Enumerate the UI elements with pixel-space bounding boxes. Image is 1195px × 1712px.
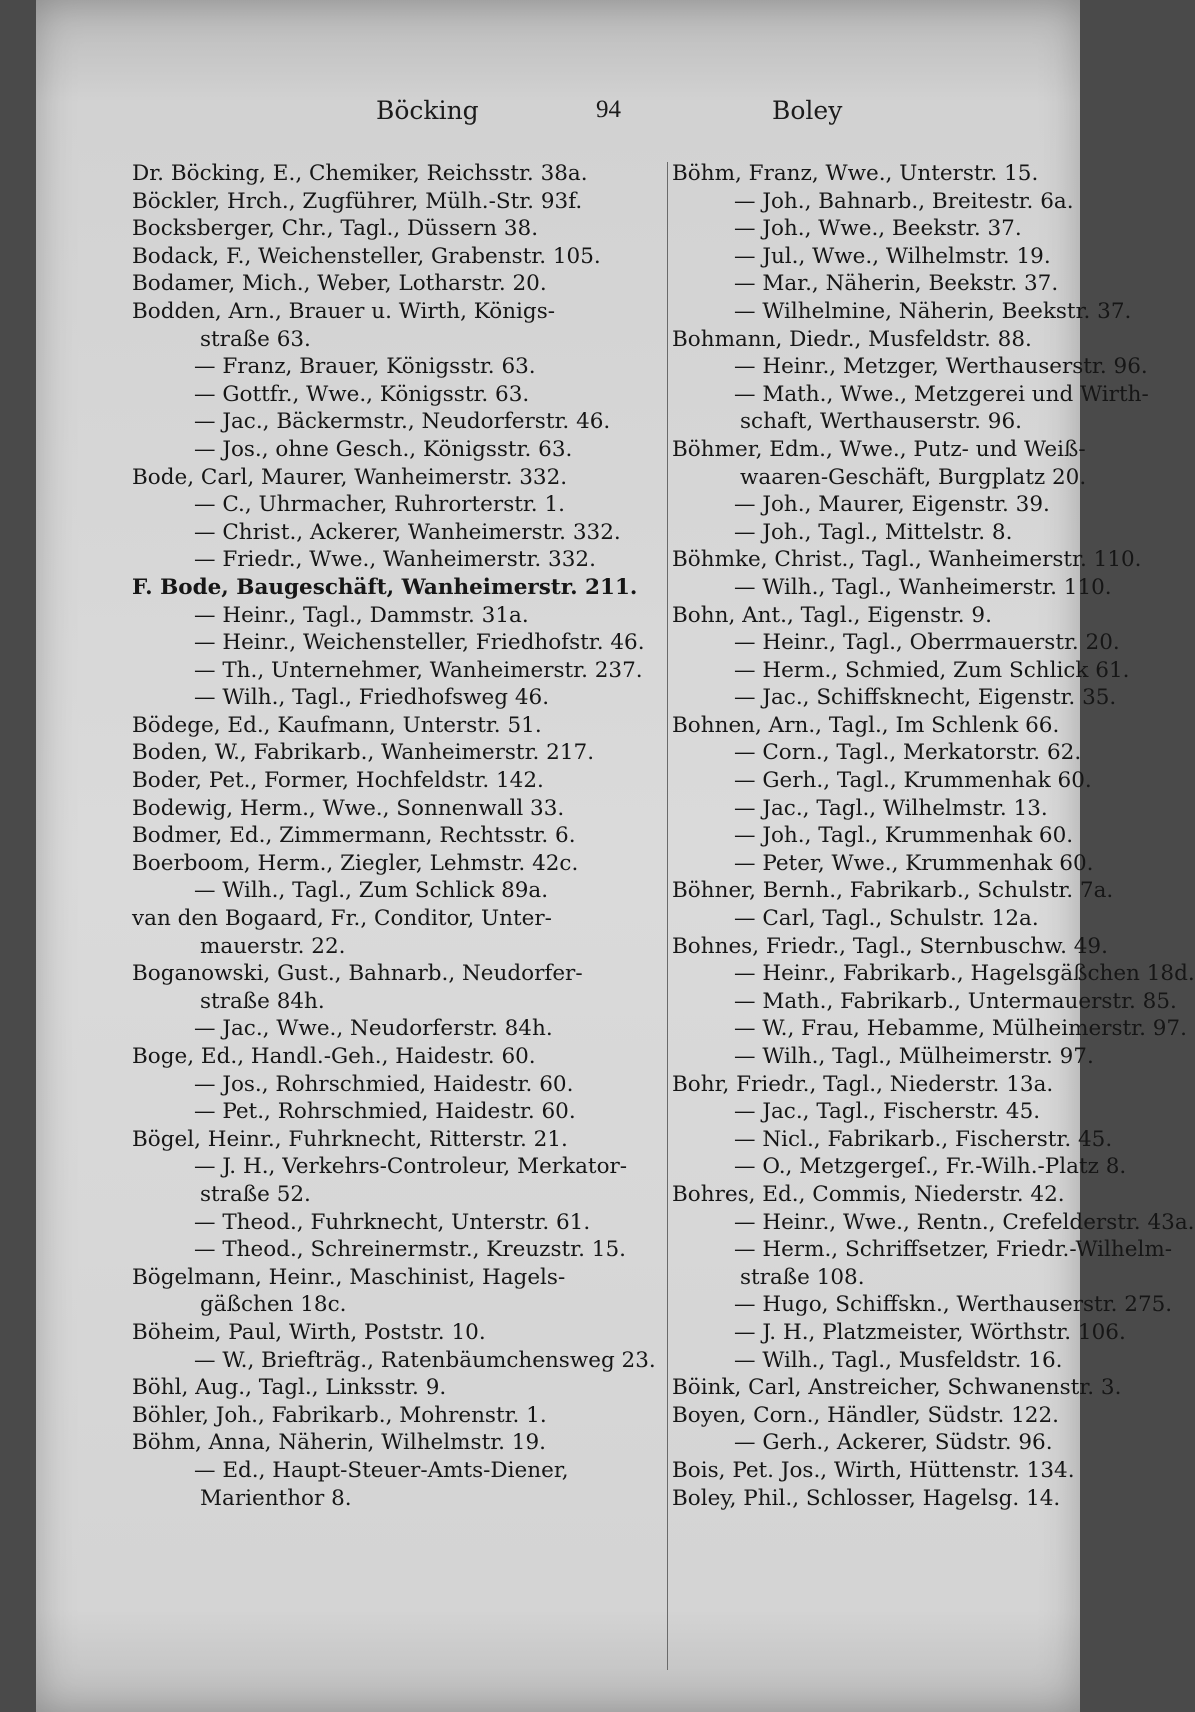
directory-entry: Böhler, Joh., Fabrikarb., Mohrenstr. 1.	[132, 1402, 547, 1428]
directory-entry: Bögel, Heinr., Fuhrknecht, Ritterstr. 21.	[132, 1126, 568, 1152]
directory-entry: Böhmke, Christ., Tagl., Wanheimerstr. 110.	[672, 547, 1142, 573]
directory-entry: — Heinr., Wwe., Rentn., Crefelderstr. 43a.	[734, 1209, 1195, 1235]
directory-entry: — J. H., Verkehrs-Controleur, Merkator-	[194, 1154, 628, 1180]
directory-entry: — J. H., Platzmeister, Wörthstr. 106.	[734, 1319, 1126, 1345]
column-divider	[667, 162, 668, 1670]
directory-entry: Bocksberger, Chr., Tagl., Düssern 38.	[132, 216, 539, 242]
directory-entry: — Wilh., Tagl., Friedhofsweg 46.	[194, 685, 550, 711]
directory-entry: — Wilh., Tagl., Wanheimerstr. 110.	[734, 574, 1112, 600]
directory-entry: — W., Briefträg., Ratenbäumchensweg 23.	[194, 1347, 656, 1373]
directory-entry: — Gerh., Tagl., Krummenhak 60.	[734, 768, 1092, 794]
directory-entry: mauerstr. 22.	[200, 933, 346, 959]
directory-entry: Bodack, F., Weichensteller, Grabenstr. 105.	[132, 243, 601, 269]
directory-entry: Böhm, Anna, Näherin, Wilhelmstr. 19.	[132, 1430, 546, 1456]
directory-entry: Bohnen, Arn., Tagl., Im Schlenk 66.	[672, 712, 1060, 738]
directory-entry: — Wilh., Tagl., Zum Schlick 89a.	[194, 878, 549, 904]
directory-entry: — Joh., Tagl., Krummenhak 60.	[734, 823, 1074, 849]
directory-entry: Boerboom, Herm., Ziegler, Lehmstr. 42c.	[132, 850, 579, 876]
directory-entry: Bodamer, Mich., Weber, Lotharstr. 20.	[132, 271, 547, 297]
directory-entry: Böink, Carl, Anstreicher, Schwanenstr. 3.	[672, 1375, 1122, 1401]
directory-entry: — Wilh., Tagl., Musfeldstr. 16.	[734, 1347, 1063, 1373]
header-right-keyword: Boley	[772, 96, 843, 125]
directory-entry: — Friedr., Wwe., Wanheimerstr. 332.	[194, 547, 596, 573]
directory-entry: — Theod., Schreinermstr., Kreuzstr. 15.	[194, 1237, 626, 1263]
directory-entry: — Herm., Schriffsetzer, Friedr.-Wilhelm-	[734, 1237, 1173, 1263]
directory-entry: — Mar., Näherin, Beekstr. 37.	[734, 271, 1059, 297]
directory-entry: — Jac., Bäckermstr., Neudorferstr. 46.	[194, 409, 611, 435]
directory-entry: — Heinr., Metzger, Werthauserstr. 96.	[734, 354, 1148, 380]
directory-entry: Boder, Pet., Former, Hochfeldstr. 142.	[132, 768, 544, 794]
directory-entry: Boley, Phil., Schlosser, Hagelsg. 14.	[672, 1485, 1061, 1511]
directory-entry: — Franz, Brauer, Königsstr. 63.	[194, 354, 536, 380]
directory-entry: — Wilhelmine, Näherin, Beekstr. 37.	[734, 298, 1132, 324]
directory-entry: — W., Frau, Hebamme, Mülheimerstr. 97.	[734, 1016, 1187, 1042]
directory-entry: straße 52.	[200, 1181, 311, 1207]
directory-entry: Böhm, Franz, Wwe., Unterstr. 15.	[672, 161, 1039, 186]
page-number: 94	[596, 96, 621, 123]
directory-entry: — Gerh., Ackerer, Südstr. 96.	[734, 1430, 1053, 1456]
directory-entry: Böhmer, Edm., Wwe., Putz- und Weiß-	[672, 436, 1086, 462]
header-left-keyword: Böcking	[376, 96, 479, 125]
directory-entry: — Jac., Tagl., Fischerstr. 45.	[734, 1099, 1041, 1125]
directory-entry: straße 63.	[200, 326, 311, 352]
directory-entry: — Jul., Wwe., Wilhelmstr. 19.	[734, 243, 1051, 269]
directory-entry: — Jac., Tagl., Wilhelmstr. 13.	[734, 795, 1048, 821]
directory-entry: — Jos., ohne Gesch., Königsstr. 63.	[194, 436, 573, 462]
directory-entry: F. Bode, Baugeschäft, Wanheimerstr. 211.	[132, 574, 638, 600]
directory-entry: — Hugo, Schiffskn., Werthauserstr. 275.	[734, 1292, 1173, 1318]
directory-entry: — Peter, Wwe., Krummenhak 60.	[734, 850, 1094, 876]
directory-entry: — Math., Fabrikarb., Untermauerstr. 85.	[734, 988, 1177, 1014]
directory-entry: Böhl, Aug., Tagl., Linksstr. 9.	[132, 1375, 447, 1401]
directory-entry: — Joh., Bahnarb., Breitestr. 6a.	[734, 188, 1074, 214]
directory-entry: — Theod., Fuhrknecht, Unterstr. 61.	[194, 1209, 591, 1235]
directory-entry: — Carl, Tagl., Schulstr. 12a.	[734, 906, 1039, 932]
directory-entry: — Heinr., Fabrikarb., Hagelsgäßchen 18d.	[734, 961, 1195, 987]
directory-entry: — Heinr., Tagl., Oberrmauerstr. 20.	[734, 630, 1120, 656]
directory-entry: Bohr, Friedr., Tagl., Niederstr. 13a.	[672, 1071, 1054, 1097]
directory-entry: Böhner, Bernh., Fabrikarb., Schulstr. 7a.	[672, 878, 1114, 904]
directory-entry: — Joh., Wwe., Beekstr. 37.	[734, 216, 1022, 242]
directory-entry: van den Bogaard, Fr., Conditor, Unter-	[132, 906, 552, 932]
directory-entry: — C., Uhrmacher, Ruhrorterstr. 1.	[194, 492, 565, 518]
directory-entry: — Ed., Haupt-Steuer-Amts-Diener,	[194, 1457, 569, 1483]
directory-entry: Marienthor 8.	[200, 1485, 352, 1511]
directory-page	[36, 0, 1195, 1712]
directory-entry: straße 84h.	[200, 988, 325, 1014]
directory-entry: gäßchen 18c.	[200, 1292, 347, 1318]
directory-entry: Böheim, Paul, Wirth, Poststr. 10.	[132, 1319, 486, 1345]
directory-entry: Bohnes, Friedr., Tagl., Sternbuschw. 49.	[672, 933, 1108, 959]
directory-entry: Bödege, Ed., Kaufmann, Unterstr. 51.	[132, 712, 542, 738]
right-column	[672, 160, 1195, 1512]
directory-entry: Boden, W., Fabrikarb., Wanheimerstr. 217.	[132, 740, 595, 766]
directory-entry: — Nicl., Fabrikarb., Fischerstr. 45.	[734, 1126, 1113, 1152]
directory-entry: Bohres, Ed., Commis, Niederstr. 42.	[672, 1181, 1065, 1207]
directory-entry: Boge, Ed., Handl.-Geh., Haidestr. 60.	[132, 1044, 536, 1069]
directory-entry: — O., Metzgergeſ., Fr.-Wilh.-Platz 8.	[734, 1154, 1127, 1180]
left-column	[132, 160, 656, 1512]
directory-entry: Boganowski, Gust., Bahnarb., Neudorfer-	[132, 961, 583, 987]
directory-entry: Bohmann, Diedr., Musfeldstr. 88.	[672, 326, 1032, 352]
directory-entry: — Joh., Maurer, Eigenstr. 39.	[734, 492, 1050, 518]
directory-entry: — Jac., Wwe., Neudorferstr. 84h.	[194, 1016, 553, 1042]
directory-entry: Dr. Böcking, E., Chemiker, Reichsstr. 38a.	[132, 161, 588, 186]
directory-entry: — Wilh., Tagl., Mülheimerstr. 97.	[734, 1044, 1094, 1069]
directory-entry: — Heinr., Weichensteller, Friedhofstr. 46.	[194, 630, 645, 656]
directory-entry: schaft, Werthauserstr. 96.	[740, 409, 1022, 435]
directory-entry: waaren-Geschäft, Burgplatz 20.	[740, 464, 1087, 490]
directory-entry: Bode, Carl, Maurer, Wanheimerstr. 332.	[132, 464, 568, 490]
directory-entry: — Jac., Schiffsknecht, Eigenstr. 35.	[734, 685, 1117, 711]
directory-entry: — Herm., Schmied, Zum Schlick 61.	[734, 657, 1130, 683]
directory-entry: — Corn., Tagl., Merkatorstr. 62.	[734, 740, 1082, 766]
directory-entry: Bodmer, Ed., Zimmermann, Rechtsstr. 6.	[132, 823, 576, 849]
directory-entry: — Th., Unternehmer, Wanheimerstr. 237.	[194, 657, 643, 683]
directory-entry: — Heinr., Tagl., Dammstr. 31a.	[194, 602, 529, 628]
directory-entry: Bögelmann, Heinr., Maschinist, Hagels-	[132, 1264, 566, 1290]
directory-entry: — Gottfr., Wwe., Königsstr. 63.	[194, 381, 530, 407]
directory-entry: — Pet., Rohrschmied, Haidestr. 60.	[194, 1099, 576, 1125]
directory-entry: Bohn, Ant., Tagl., Eigenstr. 9.	[672, 602, 992, 628]
directory-entry: — Christ., Ackerer, Wanheimerstr. 332.	[194, 519, 621, 545]
directory-entry: — Math., Wwe., Metzgerei und Wirth-	[734, 381, 1149, 407]
directory-entry: Böckler, Hrch., Zugführer, Mülh.-Str. 93f.	[132, 188, 583, 214]
directory-entry: Boyen, Corn., Händler, Südstr. 122.	[672, 1402, 1059, 1428]
directory-entry: Bodden, Arn., Brauer u. Wirth, Königs-	[132, 298, 555, 324]
directory-entry: straße 108.	[740, 1264, 865, 1290]
directory-entry: — Jos., Rohrschmied, Haidestr. 60.	[194, 1071, 574, 1097]
directory-entry: — Joh., Tagl., Mittelstr. 8.	[734, 519, 1013, 545]
directory-entry: Bois, Pet. Jos., Wirth, Hüttenstr. 134.	[672, 1457, 1075, 1483]
directory-entry: Bodewig, Herm., Wwe., Sonnenwall 33.	[132, 795, 565, 821]
